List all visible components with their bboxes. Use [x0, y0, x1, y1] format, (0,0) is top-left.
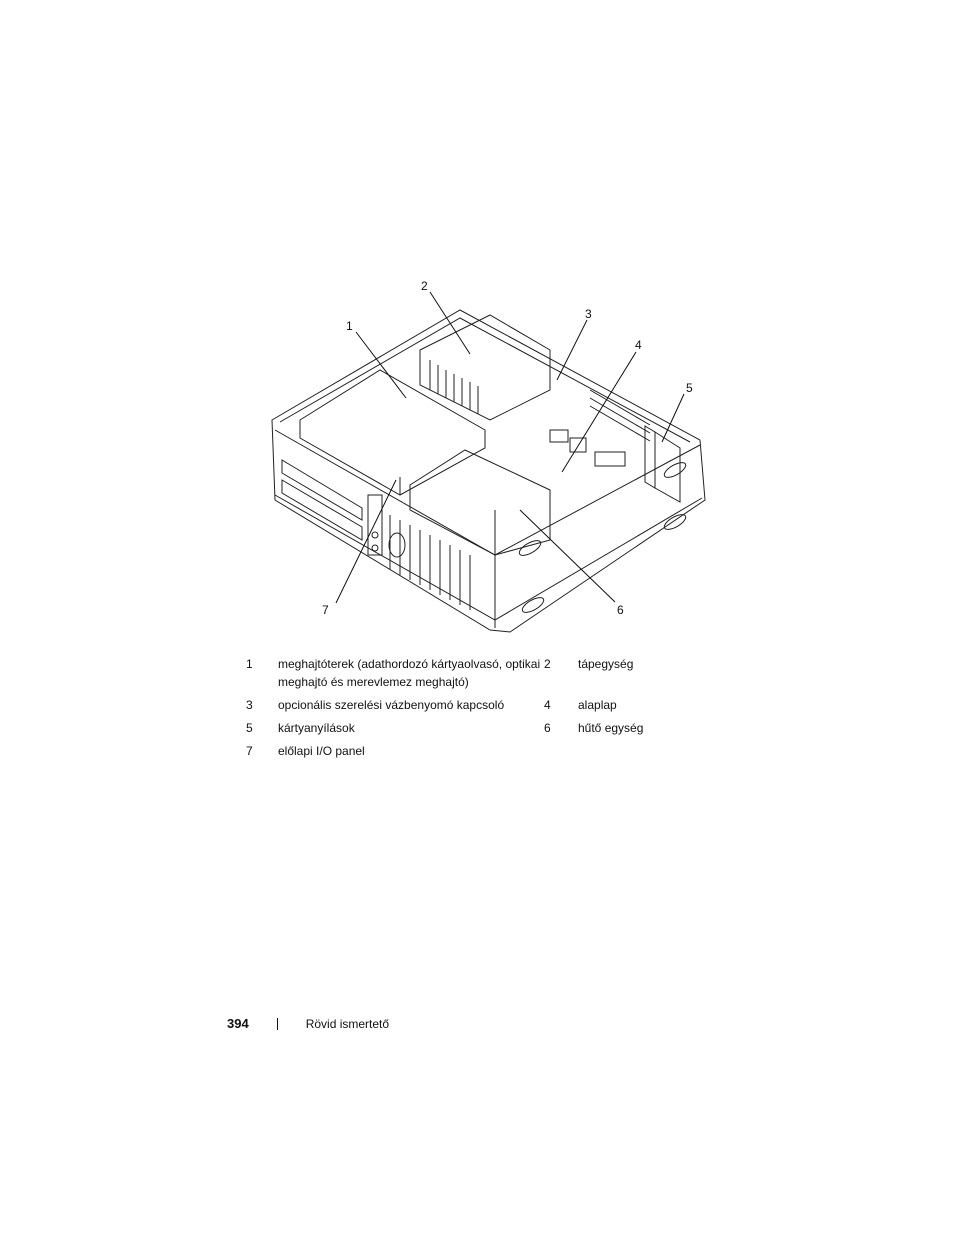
front-io-jack-1 [372, 532, 378, 538]
legend-number: 6 [544, 721, 551, 735]
legend-label [578, 742, 716, 760]
computer-chassis-illustration [250, 270, 720, 640]
section-title: Rövid ismertető [305, 1016, 390, 1031]
callout-2: 2 [421, 279, 428, 293]
chassis-top-rim [280, 318, 690, 442]
callout-6: 6 [617, 603, 624, 617]
front-vent [390, 515, 470, 610]
motherboard-chip-3 [595, 452, 625, 466]
callout-5: 5 [686, 381, 693, 395]
leader-line-1 [356, 332, 406, 398]
legend-number: 1 [246, 657, 253, 671]
motherboard-chip-2 [570, 438, 586, 452]
heat-sink-shroud [410, 450, 550, 555]
chassis-outline [272, 310, 705, 632]
legend-row [246, 719, 716, 737]
legend-label: kártyanyílások [278, 721, 355, 735]
leader-line-2 [430, 292, 470, 354]
card-slot-2 [645, 426, 655, 488]
legend-number: 3 [246, 698, 253, 712]
legend-number: 2 [544, 657, 551, 671]
page-footer [227, 1016, 389, 1031]
figure-legend [246, 655, 716, 765]
legend-row [246, 696, 716, 714]
legend-row [246, 742, 716, 760]
legend-number: 7 [246, 744, 253, 758]
front-io-panel [368, 495, 382, 555]
callout-1: 1 [346, 319, 353, 333]
legend-label: meghajtóterek (adathordozó kártyaolvasó, optikai meghajtó és merevlemez meghajtó) [278, 657, 541, 689]
leader-line-5 [662, 394, 684, 442]
legend-label: hűtő egység [578, 721, 644, 735]
callout-4: 4 [635, 338, 642, 352]
legend-label: opcionális szerelési vázbenyomó kapcsoló [278, 698, 505, 712]
legend-row [246, 655, 716, 691]
callout-7: 7 [322, 603, 329, 617]
dell-logo [389, 533, 405, 557]
power-supply-vents [430, 360, 478, 414]
chassis-drawing [250, 270, 720, 640]
leader-line-6 [520, 510, 615, 602]
page-number: 394 [227, 1016, 249, 1031]
callout-3: 3 [585, 307, 592, 321]
chassis-foot-3 [662, 512, 688, 533]
legend-number: 5 [246, 721, 253, 735]
legend-label: tápegység [578, 657, 634, 671]
legend-label: előlapi I/O panel [278, 744, 365, 758]
drive-bay-2 [282, 480, 362, 540]
legend-number [544, 742, 578, 760]
legend-label: alaplap [578, 698, 617, 712]
legend-number: 4 [544, 698, 551, 712]
footer-separator [277, 1018, 278, 1030]
front-io-jack-2 [372, 545, 378, 551]
drive-cage [300, 370, 485, 495]
motherboard-chip-1 [550, 430, 568, 442]
leader-line-7 [336, 480, 396, 603]
